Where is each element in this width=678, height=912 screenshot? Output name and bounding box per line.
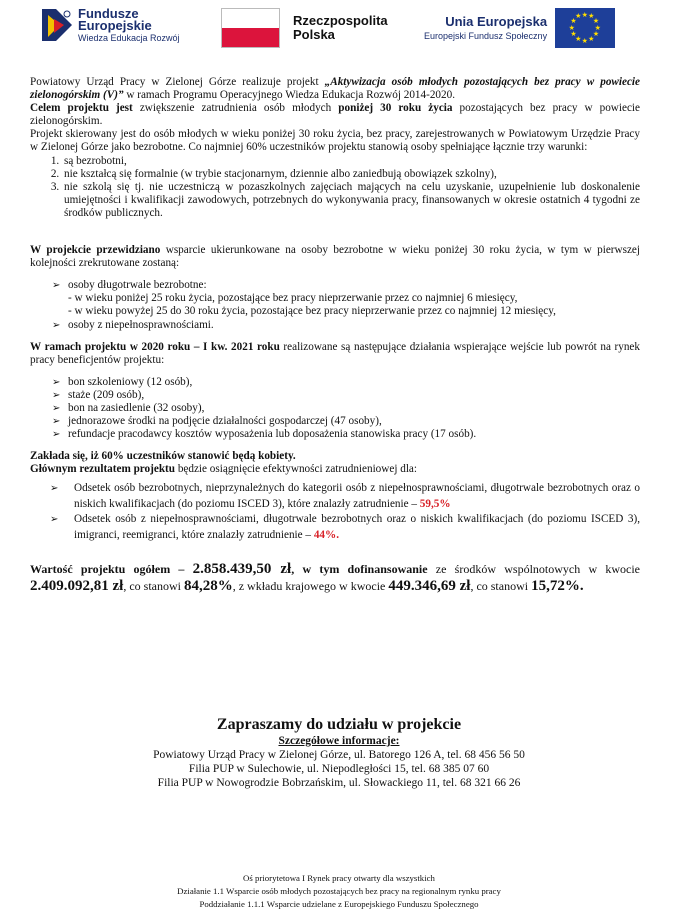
document-body [30, 76, 640, 595]
list-item: 2. nie kształcą się formalnie (w trybie stacjonarnym, dziennie albo zaniedbują obowiązek szkolny), [62, 168, 640, 181]
intro-paragraph: Powiatowy Urząd Pracy w Zielonej Górze realizuje projekt „Aktywizacja osób młodych pozostających bez pracy w powiecie zielonogórskim (V)” w ramach Programu Operacyjnego Wiedza Edukacja Rozwój 2014-2020. [30, 76, 640, 102]
arrow-bullet-icon: ➢ [52, 319, 61, 331]
priority-paragraph: W projekcie przewidziano wsparcie ukierunkowane na osoby bezrobotne w wieku poniżej 30 roku życia, w tym w pierwszej kolejności zrekrutowane zostaną: [30, 244, 641, 270]
list-item: ➢ bon szkoleniowy (12 osób), [52, 375, 193, 388]
arrow-bullet-icon: ➢ [52, 389, 61, 401]
list-item: ➢ Odsetek osób z niepełnosprawnościami, długotrwale bezrobotnych oraz o niskich kwalifikacjach (do poziomu ISCED 3), imigranci, reemigranci, które znalazły zatrudnienie – 44%. [50, 513, 640, 541]
actions-list [30, 376, 640, 441]
invitation-heading: Zapraszamy do udziału w projekcie [216, 716, 462, 733]
eu-funding-percent: 84,28% [183, 578, 233, 595]
invitation-section [0, 716, 678, 790]
details-heading: Szczegółowe informacje: [278, 735, 400, 747]
result-list [30, 481, 640, 543]
poland-flag-icon [221, 8, 280, 48]
list-item: 1. są bezrobotni, [62, 155, 640, 168]
ue-line1: Unia Europejska [445, 14, 548, 29]
arrow-bullet-icon: ➢ [52, 429, 61, 441]
eu-star-icon: ★ [570, 30, 577, 38]
sub-item: - w wieku poniżej 25 roku życia, pozostające bez pracy nieprzerwanie przez co najmniej 6 miesięcy, [68, 292, 518, 305]
result-value: 59,5% [419, 497, 451, 510]
arrow-bullet-icon: ➢ [50, 483, 59, 495]
rzeczpospolita-logo [221, 8, 388, 48]
fe-line1: Fundusze [78, 6, 139, 21]
list-item: 3. nie szkolą się tj. nie uczestniczą w pozaszkolnych zajęciach mających na celu uzyskanie, uzupełnienie lub doskonalenie umiejętności i kwalifikacji zawodowych, potrzebnych do wykonywania pracy, finansowanych w okresie ostatnich 4 tygodni ze środków publicznych. [62, 181, 640, 220]
eu-star-icon: ★ [588, 12, 595, 21]
fe-line3: Wiedza Edukacja Rozwój [78, 33, 180, 43]
unia-europejska-logo [424, 8, 615, 48]
goal-paragraph: Celem projektu jest zwiększenie zatrudnienia osób młodych poniżej 30 roku życia pozostających bez pracy w powiecie zielonogórskim. [30, 102, 640, 128]
conditions-list [30, 155, 640, 220]
eu-star-icon: ★ [592, 30, 600, 38]
fundusze-europejskie-icon [40, 5, 74, 47]
value-paragraph: Wartość projektu ogółem – 2.858.439,50 zł, w tym dofinansowanie ze środków wspólnotowych w kwocie 2.409.092,81 zł, co stanowi 84,28%, z wkładu krajowego w kwocie 449.346,69 zł, co stanowi 15,72%. [30, 561, 640, 595]
women-paragraph: Zakłada się, iż 60% uczestników stanowić będą kobiety. [30, 450, 296, 463]
arrow-bullet-icon: ➢ [52, 416, 61, 428]
arrow-bullet-icon: ➢ [50, 514, 59, 526]
list-item: ➢ jednorazowe środki na podjęcie działalności gospodarczej (47 osoby), [52, 415, 382, 428]
eu-star-icon: ★ [594, 23, 601, 32]
footer-line: Działanie 1.1 Wsparcie osób młodych pozostających bez pracy na regionalnym rynku pracy [177, 886, 501, 896]
eu-star-icon: ★ [575, 12, 582, 21]
list-item: ➢ staże (209 osób), [52, 388, 145, 401]
target-paragraph: Projekt skierowany jest do osób młodych w wieku poniżej 30 roku życia, bez pracy, zarejestrowanych w Powiatowym Urzędzie Pracy w Zielonej Górze jako bezrobotne. Co najmniej 60% uczestników projektu stanowią osoby spełniające łącznie trzy warunki: [30, 128, 640, 154]
list-item: ➢ bon na zasiedlenie (32 osoby), [52, 401, 205, 414]
footer [0, 872, 678, 911]
logo-bar [0, 0, 678, 56]
eu-star-icon: ★ [568, 23, 575, 32]
eu-star-icon: ★ [581, 36, 588, 45]
priority-groups-list [30, 279, 640, 331]
national-percent: 15,72%. [531, 578, 584, 595]
ue-line2: Europejski Fundusz Społeczny [424, 31, 548, 41]
eu-star-icon: ★ [570, 17, 577, 25]
eu-flag-icon [555, 8, 615, 48]
footer-line: Poddziałanie 1.1.1 Wsparcie udzielane z Europejskiego Funduszu Społecznego [199, 899, 479, 909]
list-item: ➢ Odsetek osób bezrobotnych, nieprzynależnych do kategorii osób z niepełnosprawnościami, długotrwale bezrobotnych oraz o niskich kwalifikacjach (do poziomu ISCED 3), które znalazły zatrudnienie – 59,5% [50, 482, 640, 510]
eu-funding-value: 2.409.092,81 zł [30, 578, 124, 595]
arrow-bullet-icon: ➢ [52, 280, 61, 292]
rp-line2: Polska [293, 27, 335, 42]
fe-line2: Europejskie [78, 18, 152, 33]
rp-line1: Rzeczpospolita [293, 13, 388, 28]
result-paragraph: Głównym rezultatem projektu będzie osiągnięcie efektywności zatrudnieniowej dla: [30, 463, 418, 476]
sub-item: - w wieku powyżej 25 do 30 roku życia, pozostające bez pracy nieprzerwanie przez co najmniej 12 miesięcy, [68, 305, 556, 318]
national-value: 449.346,69 zł [388, 578, 471, 595]
list-item: ➢ refundacje pracodawcy kosztów wyposażenia lub doposażenia stanowiska pracy (17 osób). [52, 428, 477, 441]
list-item: ➢ osoby z niepełnosprawnościami. [52, 318, 214, 331]
arrow-bullet-icon: ➢ [52, 402, 61, 414]
eu-star-icon: ★ [588, 34, 595, 43]
eu-star-icon: ★ [592, 17, 600, 25]
address-line: Filia PUP w Nowogrodzie Bobrzańskim, ul. Słowackiego 11, tel. 68 321 66 26 [157, 777, 521, 789]
project-value-section [30, 561, 640, 595]
project-name: „Aktywizacja osób młodych pozostających bez pracy w powiecie zielonogórskim (V)” [30, 76, 640, 102]
eu-star-icon: ★ [581, 10, 588, 19]
total-value: 2.858.439,50 zł [192, 561, 292, 578]
actions-paragraph: W ramach projektu w 2020 roku – I kw. 2021 roku realizowane są następujące działania wspierające wejście lub powrót na rynek pracy beneficjentów projektu: [30, 340, 640, 366]
address-line: Powiatowy Urząd Pracy w Zielonej Górze, ul. Batorego 126 A, tel. 68 456 56 50 [153, 749, 525, 761]
eu-star-icon: ★ [575, 34, 582, 43]
result-value: 44%. [313, 528, 339, 541]
address-line: Filia PUP w Sulechowie, ul. Niepodległości 15, tel. 68 385 07 60 [188, 763, 490, 775]
list-item: ➢ osoby długotrwale bezrobotne: - w wieku poniżej 25 roku życia, pozostające bez pracy nieprzerwanie przez co najmniej 6 miesięcy, - w wieku powyżej 25 do 30 roku życia, pozostające bez pracy nieprzerwanie przez co najmniej 12 miesięcy, [54, 279, 640, 318]
fundusze-europejskie-logo [40, 5, 180, 47]
footer-line: Oś priorytetowa I Rynek pracy otwarty dla wszystkich [243, 873, 435, 883]
arrow-bullet-icon: ➢ [52, 376, 61, 388]
